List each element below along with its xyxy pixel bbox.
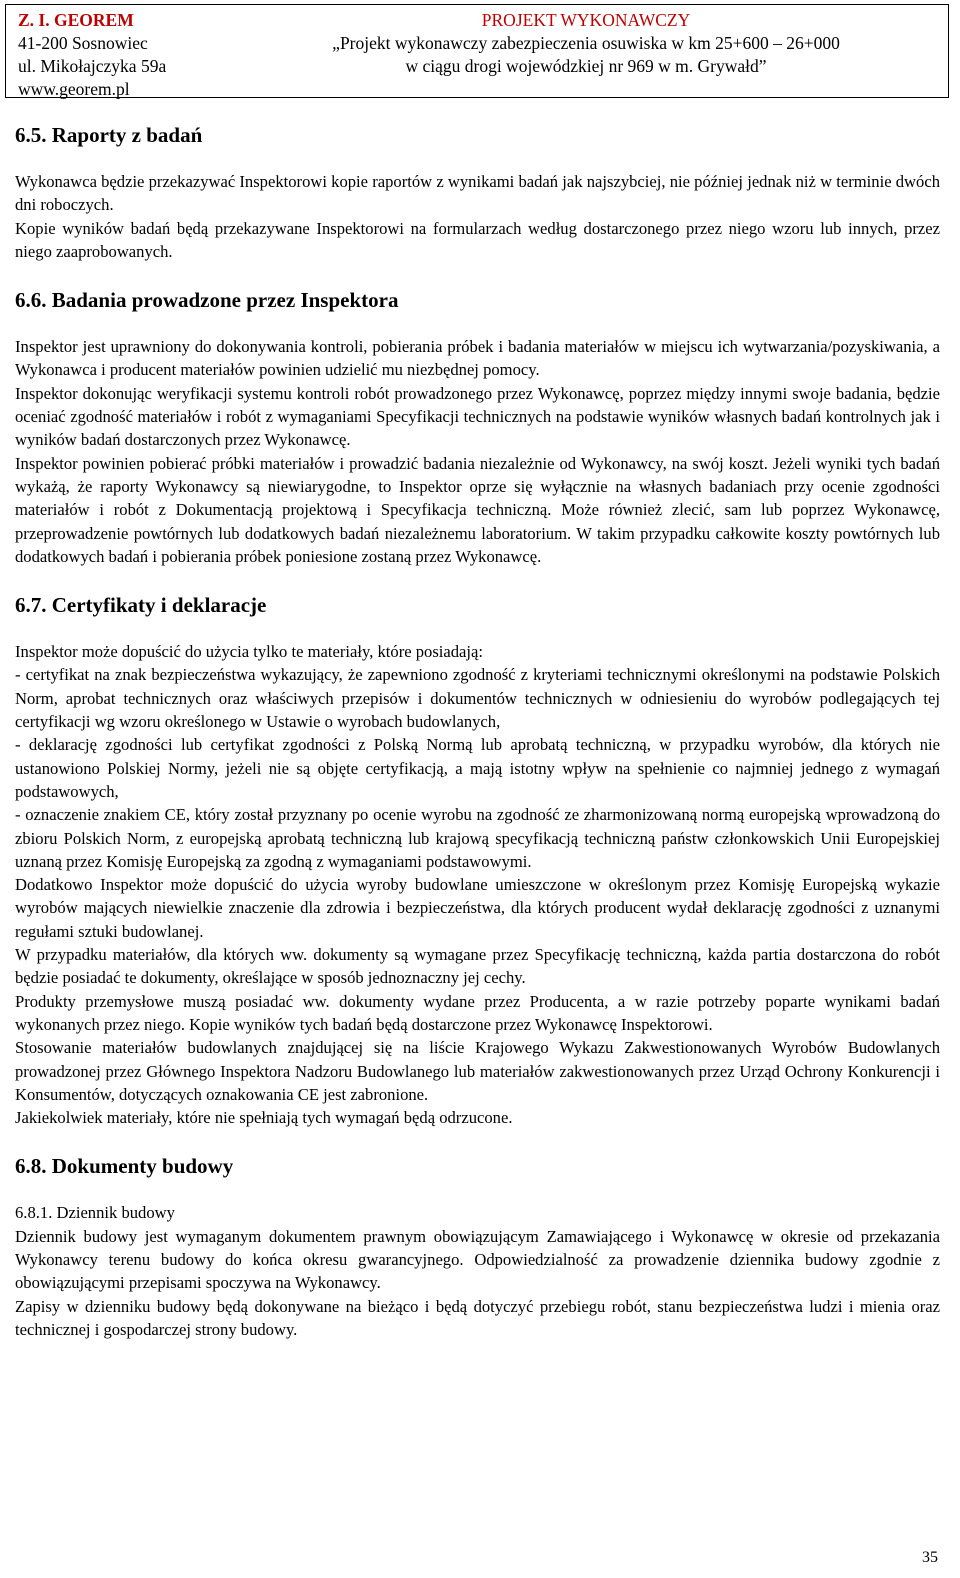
- list-item: - deklarację zgodności lub certyfikat zgodności z Polską Normą lub aprobatą techniczną, w przypadku wyrobów, dla których nie ustanowiono Polskiej Normy, jeżeli nie są objęte certyfikacją, a mają istotny wpływ na spełnienie co najmniej jednego z wymagań podstawowych,: [15, 735, 940, 801]
- paragraph: Inspektor jest uprawniony do dokonywania kontroli, pobierania próbek i badania materiałów w miejscu ich wytwarzania/pozyskiwania, a Wykonawca i producent materiałów powinien udzielić mu niezbędnej pomocy.: [15, 337, 940, 380]
- document-body: [15, 122, 940, 1341]
- page-header: [5, 4, 949, 98]
- paragraph: Produkty przemysłowe muszą posiadać ww. dokumenty wydane przez Producenta, a w razie potrzeby poparte wynikami badań wykonanych przez niego. Kopie wyników tych badań będą dostarczone przez Wykonawcę Inspektorowi.: [15, 991, 940, 1034]
- page-number: 35: [922, 1549, 938, 1566]
- paragraph: Kopie wyników badań będą przekazywane Inspektorowi na formularzach według dostarczonego przez niego wzoru lub innych, przez niego zaaprobowanych.: [15, 218, 940, 261]
- paragraph: W przypadku materiałów, dla których ww. dokumenty są wymagane przez Specyfikację techniczną, każda partia dostarczona do robót będzie posiadać te dokumenty, określające w sposób jednoznaczny jej cechy.: [15, 945, 940, 988]
- paragraph: Inspektor może dopuścić do użycia tylko te materiały, które posiadają:: [15, 642, 484, 662]
- company-street: ul. Mikołajczyka 59a: [18, 56, 167, 76]
- project-type: PROJEKT WYKONAWCZY: [481, 10, 691, 30]
- subsection-title: 6.8.1. Dziennik budowy: [15, 1203, 175, 1223]
- paragraph: Zapisy w dzienniku budowy będą dokonywane na bieżąco i będą dotyczyć przebiegu robót, stanu bezpieczeństwa ludzi i mienia oraz technicznej i gospodarczej strony budowy.: [15, 1296, 940, 1339]
- paragraph: Wykonawca będzie przekazywać Inspektorowi kopie raportów z wynikami badań jak najszybciej, nie później jednak niż w terminie dwóch dni roboczych.: [15, 172, 940, 215]
- paragraph: Stosowanie materiałów budowlanych znajdującej się na liście Krajowego Wykazu Zakwestionowanych Wyrobów Budowlanych prowadzonej przez Głównego Inspektora Nadzoru Budowlanego lub materiałów zakwestionowanych przez Urząd Ochrony Konkurencji i Konsumentów, dotyczących oznakowania CE jest zabronione.: [15, 1038, 940, 1104]
- list-item: - oznaczenie znakiem CE, który został przyznany po ocenie wyrobu na zgodność ze zharmonizowaną normą europejską wprowadzoną do zbioru Polskich Norm, z europejską aprobatą techniczną lub krajową specyfikacją techniczną państw członkowskich Unii Europejskiej uznaną przez Komisję Europejską za zgodną z wymaganiami podstawowymi.: [15, 805, 940, 871]
- company-name: Z. I. GEOREM: [18, 10, 134, 30]
- section-title: 6.7. Certyfikaty i deklaracje: [15, 593, 267, 618]
- section-title: 6.6. Badania prowadzone przez Inspektora: [15, 288, 399, 313]
- paragraph: Jakiekolwiek materiały, które nie spełniają tych wymagań będą odrzucone.: [15, 1108, 513, 1128]
- project-location: w ciągu drogi wojewódzkiej nr 969 w m. Grywałd”: [405, 56, 767, 76]
- project-title: „Projekt wykonawczy zabezpieczenia osuwiska w km 25+600 – 26+000: [332, 33, 840, 53]
- paragraph: Dodatkowo Inspektor może dopuścić do użycia wyroby budowlane umieszczone w określonym przez Komisję Europejską wykazie wyrobów mających niewielkie znaczenie dla zdrowia i bezpieczeństwa, dla których producent wydał deklarację zgodności z uznanymi regułami sztuki budowlanej.: [15, 875, 940, 941]
- company-city: 41-200 Sosnowiec: [18, 33, 148, 53]
- project-block: [230, 9, 942, 78]
- paragraph: Inspektor dokonując weryfikacji systemu kontroli robót prowadzonego przez Wykonawcę, poprzez między innymi swoje badania, będzie oceniać zgodność materiałów i robót z wymaganiami Specyfikacji technicznych na podstawie wyników własnych badań kontrolnych jak i wyników badań dostarczonych przez Wykonawcę.: [15, 383, 940, 450]
- section-title: 6.5. Raporty z badań: [15, 123, 203, 147]
- list-item: - certyfikat na znak bezpieczeństwa wykazujący, że zapewniono zgodność z kryteriami technicznymi określonymi na podstawie Polskich Norm, aprobat technicznych oraz właściwych przepisów i dokumentów technicznych w odniesieniu do wyrobów podlegających tej certyfikacji wg wzoru określonego w Ustawie o wyrobach budowlanych,: [15, 665, 940, 732]
- section-title: 6.8. Dokumenty budowy: [15, 1154, 234, 1179]
- paragraph: Dziennik budowy jest wymaganym dokumentem prawnym obowiązującym Zamawiającego i Wykonawcę w okresie od przekazania Wykonawcy terenu budowy do końca okresu gwarancyjnego. Odpowiedzialność za prowadzenie dziennika budowy zgodnie z obowiązującymi przepisami spoczywa na Wykonawcy.: [15, 1226, 940, 1293]
- company-website: www.georem.pl: [18, 79, 130, 99]
- paragraph: Inspektor powinien pobierać próbki materiałów i prowadzić badania niezależnie od Wykonawcy, na swój koszt. Jeżeli wyniki tych badań wykażą, że raporty Wykonawcy są niewiarygodne, to Inspektor oprze się wyłącznie na własnych badaniach przy ocenie zgodności materiałów i robót z Dokumentacją projektową i Specyfikacja techniczną. Może również zlecić, sam lub poprzez Wykonawcę, przeprowadzenie powtórnych lub dodatkowych badań niezależnemu laboratorium. W takim przypadku całkowite koszty powtórnych lub dodatkowych badań i pobierania próbek poniesione zostaną przez Wykonawcę.: [15, 453, 940, 566]
- company-block: [18, 9, 166, 101]
